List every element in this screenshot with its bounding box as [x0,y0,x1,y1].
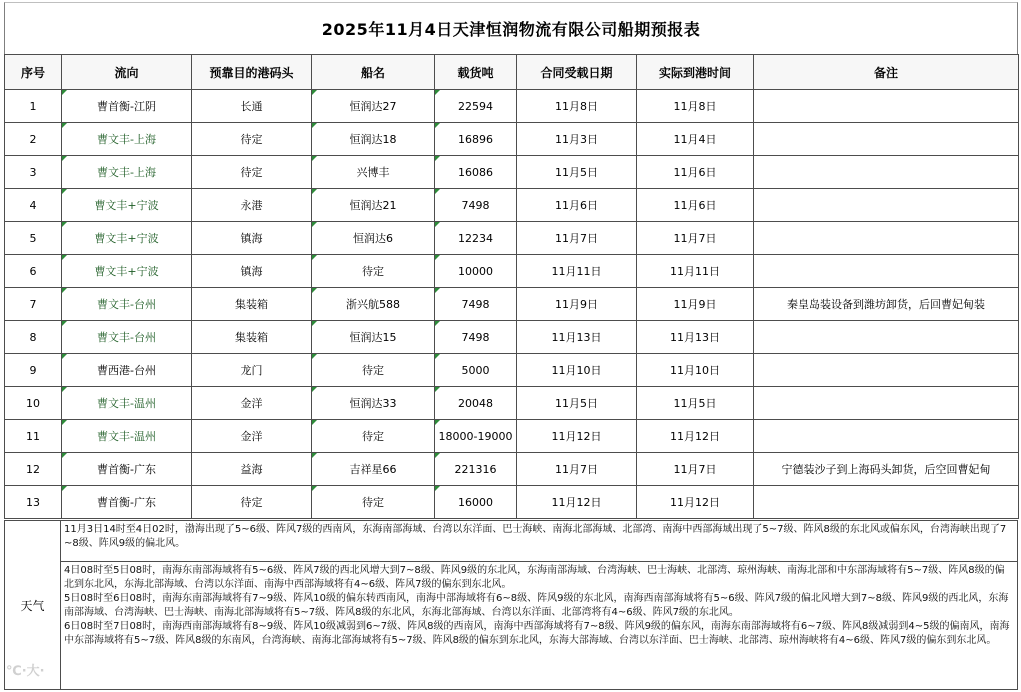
port-cell: 金洋 [192,420,312,453]
table-row [5,453,1019,486]
route-cell: 曹文丰+宁波 [62,222,192,255]
port-cell: 益海 [192,453,312,486]
table-row [5,90,1019,123]
tonnage-cell: 18000-19000 [435,420,517,453]
weather-forecast-day3: 6日08时至7日08时，南海西南部海域将有8~9级、阵风10级减弱到6~7级、阵风8级的西南风，南海中西部海域将有7~8级、阵风9级的偏东风，南海东南部海域将有6~7级、阵风8级减弱到4~5级的偏南风，南海中东部海域将有5~7级、阵风8级的东南风，台湾海峡、南海北部海域将有5~7级、阵风8级的偏东到东北风，东海大部海域、台湾以东洋面、巴士海峡、北部湾、琼州海峡将有4~6级、阵风7级的偏东到东北风。 [64,621,1010,646]
arrival-time-cell: 11月5日 [637,387,754,420]
row-number-cell: 3 [5,156,62,189]
weather-observed [60,520,1018,562]
col-header-tons: 载货吨 [435,55,517,90]
remark-cell [754,123,1019,156]
weather-section [4,520,1018,690]
sheet-title: 2025年11月4日天津恒润物流有限公司船期预报表 [4,2,1018,54]
remark-cell [754,156,1019,189]
contract-date-cell: 11月12日 [517,420,637,453]
col-header-ship: 船名 [312,55,435,90]
arrival-time-cell: 11月8日 [637,90,754,123]
contract-date-cell: 11月3日 [517,123,637,156]
row-number-cell: 11 [5,420,62,453]
port-cell: 镇海 [192,222,312,255]
port-cell: 待定 [192,156,312,189]
port-cell: 集装箱 [192,321,312,354]
table-row [5,189,1019,222]
row-number-cell: 13 [5,486,62,519]
port-cell: 集装箱 [192,288,312,321]
tonnage-cell: 22594 [435,90,517,123]
row-number-cell: 7 [5,288,62,321]
remark-cell [754,255,1019,288]
ship-name-cell: 恒润达21 [312,189,435,222]
row-number-cell: 2 [5,123,62,156]
col-header-remark: 备注 [754,55,1019,90]
tonnage-cell: 7498 [435,189,517,222]
remark-cell [754,486,1019,519]
remark-cell [754,222,1019,255]
col-header-port: 预靠目的港码头 [192,55,312,90]
port-cell: 龙门 [192,354,312,387]
port-cell: 待定 [192,486,312,519]
ship-name-cell: 兴博丰 [312,156,435,189]
port-cell: 金洋 [192,387,312,420]
ship-name-cell: 待定 [312,420,435,453]
row-number-cell: 4 [5,189,62,222]
remark-cell: 秦皇岛装设备到潍坊卸货，后回曹妃甸装 [754,288,1019,321]
tonnage-cell: 5000 [435,354,517,387]
ship-name-cell: 恒润达18 [312,123,435,156]
route-cell: 曹首衡-广东 [62,486,192,519]
contract-date-cell: 11月7日 [517,222,637,255]
route-cell: 曹文丰-上海 [62,156,192,189]
remark-cell [754,321,1019,354]
weather-label: 天气 [4,520,61,690]
remark-cell [754,354,1019,387]
ship-name-cell: 待定 [312,255,435,288]
ship-name-cell: 待定 [312,486,435,519]
arrival-time-cell: 11月10日 [637,354,754,387]
port-cell: 待定 [192,123,312,156]
route-cell: 曹文丰-台州 [62,288,192,321]
ship-name-cell: 吉祥星66 [312,453,435,486]
tonnage-cell: 20048 [435,387,517,420]
arrival-time-cell: 11月13日 [637,321,754,354]
port-cell: 永港 [192,189,312,222]
table-row [5,288,1019,321]
tonnage-cell: 16000 [435,486,517,519]
arrival-time-cell: 11月11日 [637,255,754,288]
contract-date-cell: 11月8日 [517,90,637,123]
arrival-time-cell: 11月7日 [637,453,754,486]
weather-forecast [60,561,1018,690]
row-number-cell: 9 [5,354,62,387]
table-row [5,387,1019,420]
watermark-logo: ℃·大· [6,664,45,679]
row-number-cell: 6 [5,255,62,288]
route-cell: 曹文丰+宁波 [62,255,192,288]
route-cell: 曹西港-台州 [62,354,192,387]
table-row [5,123,1019,156]
arrival-time-cell: 11月9日 [637,288,754,321]
table-body [5,90,1019,519]
remark-cell [754,189,1019,222]
contract-date-cell: 11月6日 [517,189,637,222]
remark-cell [754,90,1019,123]
remark-cell: 宁德装沙子到上海码头卸货，后空回曹妃甸 [754,453,1019,486]
tonnage-cell: 7498 [435,321,517,354]
table-row [5,420,1019,453]
ship-name-cell: 恒润达6 [312,222,435,255]
ship-name-cell: 浙兴航588 [312,288,435,321]
route-cell: 曹文丰-上海 [62,123,192,156]
route-cell: 曹首衡-江阴 [62,90,192,123]
arrival-time-cell: 11月6日 [637,189,754,222]
row-number-cell: 5 [5,222,62,255]
col-header-no: 序号 [5,55,62,90]
arrival-time-cell: 11月12日 [637,420,754,453]
table-row [5,354,1019,387]
table-row [5,255,1019,288]
route-cell: 曹首衡-广东 [62,453,192,486]
ship-schedule-table [4,54,1019,519]
route-cell: 曹文丰-台州 [62,321,192,354]
contract-date-cell: 11月11日 [517,255,637,288]
table-row [5,486,1019,519]
col-header-contract-date: 合同受载日期 [517,55,637,90]
arrival-time-cell: 11月12日 [637,486,754,519]
tonnage-cell: 16896 [435,123,517,156]
tonnage-cell: 16086 [435,156,517,189]
ship-name-cell: 恒润达33 [312,387,435,420]
contract-date-cell: 11月7日 [517,453,637,486]
route-cell: 曹文丰+宁波 [62,189,192,222]
contract-date-cell: 11月12日 [517,486,637,519]
ship-name-cell: 恒润达15 [312,321,435,354]
contract-date-cell: 11月10日 [517,354,637,387]
contract-date-cell: 11月5日 [517,156,637,189]
table-row [5,222,1019,255]
col-header-route: 流向 [62,55,192,90]
weather-observed-text: 11月3日14时至4日02时，渤海出现了5~6级、阵风7级的西南风，东海南部海域、台湾以东洋面、巴士海峡、南海北部海域、北部湾、南海中西部海域出现了5~7级、阵风8级的东北风或偏东风，台湾海峡出现了7~8级、阵风9级的偏北风。 [64,524,1007,549]
tonnage-cell: 12234 [435,222,517,255]
table-row [5,321,1019,354]
tonnage-cell: 10000 [435,255,517,288]
remark-cell [754,387,1019,420]
row-number-cell: 12 [5,453,62,486]
port-cell: 镇海 [192,255,312,288]
weather-forecast-day2: 5日08时至6日08时，南海东南部海域将有7~9级、阵风10级的偏东转西南风，南海中部海域将有6~8级、阵风9级的东北风，南海西南部海域将有5~6级、阵风7级的偏北风增大到7~8级、阵风9级的西北风，东海南部海域、台湾海峡、巴士海峡、南海北部海域将有5~7级、阵风8级的东北风，东海北部海域、台湾以东洋面、北部湾将有4~6级、阵风7级的东北风。 [64,593,1009,618]
contract-date-cell: 11月5日 [517,387,637,420]
table-row [5,156,1019,189]
remark-cell [754,420,1019,453]
route-cell: 曹文丰-温州 [62,387,192,420]
arrival-time-cell: 11月6日 [637,156,754,189]
header-row [5,55,1019,90]
contract-date-cell: 11月13日 [517,321,637,354]
tonnage-cell: 221316 [435,453,517,486]
arrival-time-cell: 11月7日 [637,222,754,255]
ship-name-cell: 恒润达27 [312,90,435,123]
contract-date-cell: 11月9日 [517,288,637,321]
weather-forecast-day1: 4日08时至5日08时，南海东南部海域将有5~6级、阵风7级的西北风增大到7~8级、阵风9级的东北风，东海南部海域、台湾海峡、巴士海峡、北部湾、琼州海峡、南海北部和中东部海域将有5~7级、阵风8级的偏北到东北风，东海北部海域、台湾以东洋面、南海中西部海域将有4~6级、阵风7级的偏东到东北风。 [64,565,1005,590]
arrival-time-cell: 11月4日 [637,123,754,156]
tonnage-cell: 7498 [435,288,517,321]
ship-name-cell: 待定 [312,354,435,387]
col-header-arrival-time: 实际到港时间 [637,55,754,90]
route-cell: 曹文丰-温州 [62,420,192,453]
row-number-cell: 10 [5,387,62,420]
row-number-cell: 1 [5,90,62,123]
port-cell: 长通 [192,90,312,123]
row-number-cell: 8 [5,321,62,354]
